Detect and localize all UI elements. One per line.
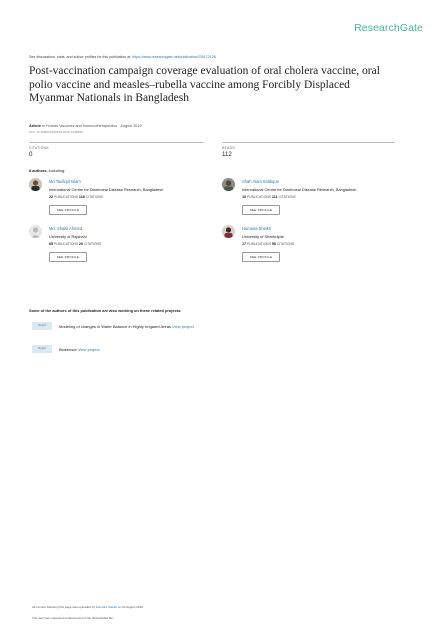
author-card — [222, 178, 407, 224]
author-publications-count: 10 — [242, 195, 247, 199]
article-meta — [29, 124, 142, 128]
author-card — [29, 178, 214, 224]
project-title — [59, 347, 100, 352]
project-badge: Project — [32, 322, 52, 330]
author-institution: University of Strathclyde — [242, 234, 284, 239]
view-project-link[interactable]: View project — [172, 323, 194, 329]
see-profile-button[interactable]: SEE PROFILE — [242, 205, 280, 215]
avatar[interactable] — [29, 225, 42, 238]
avatar[interactable] — [222, 178, 235, 191]
author-name-link[interactable]: Humaira Sheikh — [242, 226, 272, 231]
citations-divider — [29, 142, 204, 143]
see-profile-button[interactable]: SEE PROFILE — [49, 252, 87, 262]
publications-label: PUBLICATIONS — [247, 195, 271, 199]
title-line-3: Myanmar Nationals in Bangladesh — [29, 92, 190, 105]
see-profile-button[interactable]: SEE PROFILE — [49, 205, 87, 215]
author-publications-count: 17 — [242, 242, 247, 246]
citations-value: 0 — [29, 151, 33, 158]
author-stats — [242, 242, 294, 246]
reads-divider — [222, 142, 395, 143]
author-card — [222, 225, 407, 271]
citations-label: CITATIONS — [83, 242, 102, 246]
avatar[interactable] — [29, 178, 42, 191]
notice-prefix: See discussions, stats, and author profiles for this publication at: — [29, 55, 133, 59]
project-title-text: Biosensor — [59, 346, 78, 352]
author-citations-count: 118 — [78, 195, 85, 199]
avatar[interactable] — [222, 225, 235, 238]
upload-prefix: All content following this page was uploaded by — [32, 605, 96, 609]
view-project-link[interactable]: View project — [77, 346, 100, 352]
enhancement-notice: The user has requested enhancement of the downloaded file. — [32, 616, 114, 620]
author-stats — [49, 242, 101, 246]
publication-url-link[interactable]: https://www.researchgate.net/publication/335172128 — [132, 55, 216, 59]
author-institution: International Centre for Diarrhoeal Disease Research, Bangladesh — [242, 187, 357, 192]
publications-label: PUBLICATIONS — [54, 242, 78, 246]
authors-header — [29, 168, 65, 173]
citations-label: CITATIONS — [278, 195, 296, 199]
author-institution: University of Rajshahi — [49, 234, 87, 239]
title-line-1: Post-vaccination campaign coverage evaluation of oral cholera vaccine, oral — [29, 65, 380, 77]
publication-notice — [29, 55, 216, 59]
author-card — [29, 225, 214, 271]
reads-label: READS — [222, 146, 235, 150]
upload-date: on 20 August 2019. — [117, 605, 144, 609]
publications-label: PUBLICATIONS — [54, 195, 78, 199]
author-citations-count: 20 — [78, 242, 84, 246]
authors-count: 8 authors — [29, 168, 47, 173]
paper-title — [29, 65, 419, 106]
avatar-photo-icon — [29, 178, 42, 191]
citations-label: CITATIONS — [29, 146, 49, 150]
author-stats — [49, 195, 103, 199]
upload-notice — [32, 605, 144, 609]
researchgate-logo[interactable]: ResearchGate — [354, 22, 423, 34]
citations-label: CITATIONS — [85, 195, 103, 199]
author-citations-count: 111 — [271, 195, 278, 199]
author-name-link[interactable]: Shah Alam Siddique — [242, 179, 279, 184]
project-title-text: Modeling of changes in Water Balance in Highly Irrigated Areas — [59, 323, 173, 329]
article-type: Article — [29, 124, 41, 128]
author-publications-count: 65 — [49, 242, 54, 246]
uploader-link[interactable]: Humaira Sheikh — [95, 605, 118, 609]
project-badge: Project — [32, 345, 52, 353]
project-title — [59, 324, 194, 329]
article-doi: DOI: 10.1080/21645515.2019.1649555 — [29, 130, 83, 134]
title-line-2: polio vaccine and measles–rubella vaccine among Forcibly Displaced — [29, 78, 350, 91]
authors-suffix: , including: — [46, 168, 66, 173]
related-projects-header: Some of the authors of this publication are also working on these related projects: — [29, 308, 182, 313]
reads-value: 112 — [222, 151, 232, 158]
author-name-link[interactable]: Md Taufiqul Islam — [49, 179, 81, 184]
article-venue[interactable]: in Human Vaccines and Immunotherapeutics · August 2019 — [40, 124, 142, 128]
avatar-photo-icon — [222, 225, 235, 238]
author-citations-count: 56 — [271, 242, 277, 246]
avatar-photo-icon — [222, 178, 235, 191]
see-profile-button[interactable]: SEE PROFILE — [242, 252, 280, 262]
author-publications-count: 22 — [49, 195, 54, 199]
citations-label: CITATIONS — [276, 242, 295, 246]
default-avatar-icon — [29, 225, 42, 238]
publications-label: PUBLICATIONS — [247, 242, 271, 246]
author-institution: International Centre for Diarrhoeal Disease Research, Bangladesh — [49, 187, 164, 192]
author-stats — [242, 195, 296, 199]
author-name-link[interactable]: Md. Shakil Ahmed — [49, 226, 82, 231]
